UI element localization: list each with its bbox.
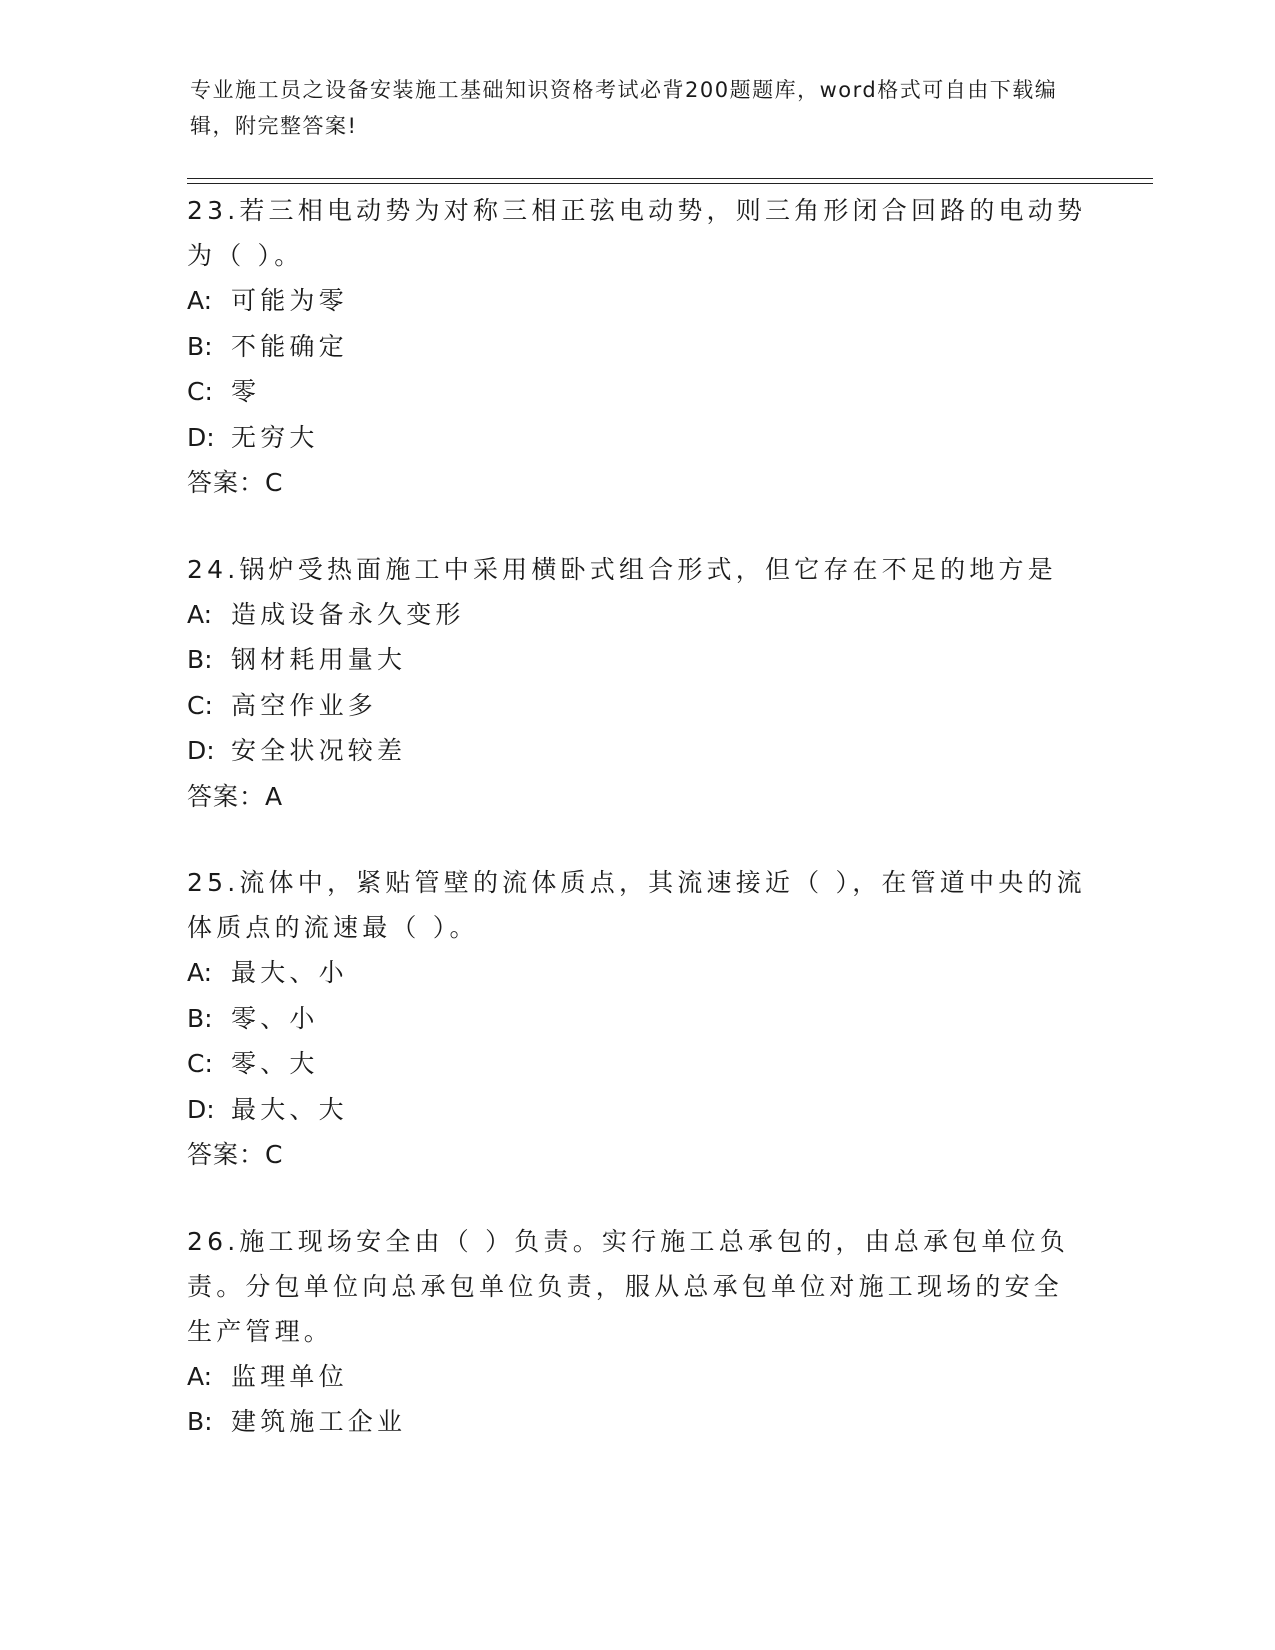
option-letter: A: (187, 599, 213, 629)
option-letter: B: (187, 331, 213, 361)
option-item (187, 592, 1087, 638)
option-letter: C: (187, 377, 213, 406)
question-block (187, 860, 1087, 1178)
option-letter: A: (187, 958, 213, 987)
option-item (187, 369, 1087, 415)
answer-text: 答案：C (187, 1140, 284, 1169)
answer-text: 答案：C (187, 468, 284, 497)
option-letter: C: (187, 690, 213, 720)
option-text: 钢材耗用量大 (231, 645, 407, 674)
option-text: 最大、小 (231, 958, 348, 987)
option-letter: C: (187, 1049, 213, 1078)
option-item (187, 324, 1087, 370)
document-header (190, 72, 1070, 144)
option-text: 零、小 (231, 1003, 319, 1033)
option-text: 不能确定 (231, 331, 348, 361)
header-title: 专业施工员之设备安装施工基础知识资格考试必背200题题库，word格式可自由下载编辑，附完整答案! (190, 78, 1058, 138)
option-text: 安全状况较差 (231, 736, 407, 765)
option-item (187, 950, 1087, 996)
question-block (187, 188, 1087, 506)
option-letter: B: (187, 645, 213, 674)
option-item (187, 728, 1087, 774)
header-rule-top (187, 178, 1153, 179)
option-letter: A: (187, 1361, 213, 1391)
header-rule-bottom (187, 183, 1153, 184)
option-letter: B: (187, 1003, 213, 1033)
question-block (187, 1219, 1087, 1445)
option-text: 零、大 (231, 1049, 319, 1078)
option-text: 建筑施工企业 (231, 1407, 407, 1436)
option-letter: D: (187, 736, 215, 765)
option-item (187, 1087, 1087, 1133)
option-text: 高空作业多 (231, 690, 378, 720)
option-item (187, 1041, 1087, 1087)
question-text: 23.若三相电动势为对称三相正弦电动势，则三角形闭合回路的电动势为（ ）。 (187, 196, 1087, 270)
option-item (187, 637, 1087, 683)
option-letter: A: (187, 286, 213, 315)
option-item (187, 278, 1087, 324)
question-text: 25.流体中，紧贴管壁的流体质点，其流速接近（ ），在管道中央的流体质点的流速最（ ）。 (187, 868, 1086, 942)
option-text: 最大、大 (231, 1094, 348, 1124)
option-text: 可能为零 (231, 286, 348, 315)
question-text: 26.施工现场安全由（ ）负责。实行施工总承包的，由总承包单位负责。分包单位向总承包单位负责，服从总承包单位对施工现场的安全生产管理。 (187, 1226, 1070, 1346)
option-letter: D: (187, 422, 215, 452)
option-item (187, 996, 1087, 1042)
option-item (187, 1399, 1087, 1445)
option-text: 监理单位 (231, 1361, 348, 1391)
option-text: 零 (231, 377, 261, 406)
option-item (187, 1354, 1087, 1400)
question-block (187, 547, 1087, 820)
option-text: 造成设备永久变形 (231, 599, 465, 629)
option-item (187, 415, 1087, 461)
option-letter: B: (187, 1407, 213, 1436)
option-letter: D: (187, 1094, 215, 1124)
question-text: 24.锅炉受热面施工中采用横卧式组合形式，但它存在不足的地方是 (187, 554, 1057, 584)
question-list (187, 188, 1087, 1486)
answer-text: 答案：A (187, 781, 284, 811)
option-item (187, 683, 1087, 729)
option-text: 无穷大 (231, 422, 319, 452)
